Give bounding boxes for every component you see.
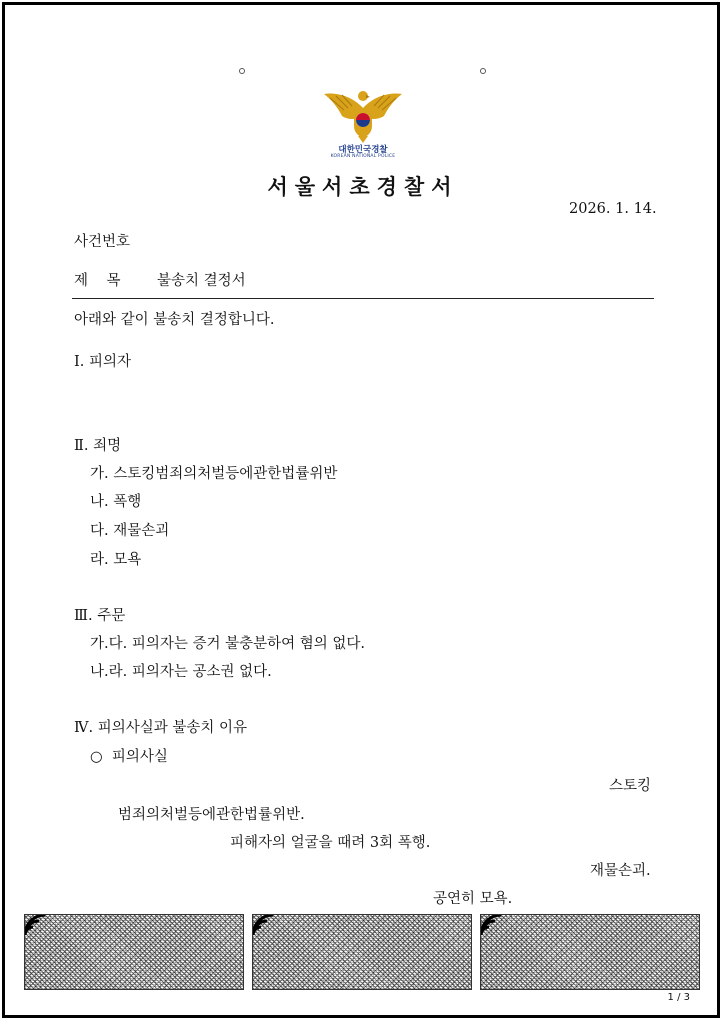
facts-subheading: ○ 피의사실 bbox=[90, 749, 168, 765]
section-disposition-heading: Ⅲ. 주문 bbox=[74, 608, 126, 624]
facts-line: 재물손괴. bbox=[590, 863, 651, 879]
document-date: 2026. 1. 14. bbox=[569, 201, 657, 217]
section-charges-heading: Ⅱ. 죄명 bbox=[74, 438, 122, 454]
facts-line: 공연히 모욕. bbox=[433, 891, 513, 907]
punch-hole-mark bbox=[480, 68, 486, 74]
charge-item: 나. 폭행 bbox=[90, 494, 142, 510]
subject-value: 불송치 결정서 bbox=[157, 273, 246, 289]
charge-item: 다. 재물손괴 bbox=[90, 523, 170, 539]
barcode-icon bbox=[480, 914, 700, 990]
barcode-icon bbox=[252, 914, 472, 990]
page-indicator: 1 / 3 bbox=[667, 992, 690, 1003]
intro-text: 아래와 같이 불송치 결정합니다. bbox=[74, 312, 275, 328]
case-number-label: 사건번호 bbox=[74, 234, 131, 250]
punch-hole-mark bbox=[239, 68, 245, 74]
section-facts-heading: Ⅳ. 피의사실과 불송치 이유 bbox=[74, 720, 247, 736]
disposition-item: 가.다. 피의자는 증거 불충분하여 혐의 없다. bbox=[90, 636, 365, 652]
police-emblem-icon bbox=[322, 86, 404, 144]
charge-item: 라. 모욕 bbox=[90, 552, 142, 568]
disposition-item: 나.라. 피의자는 공소권 없다. bbox=[90, 664, 272, 680]
emblem-sublabel: KOREAN NATIONAL POLICE bbox=[330, 154, 396, 159]
facts-line: 피해자의 얼굴을 때려 3회 폭행. bbox=[230, 835, 431, 851]
subject-label: 제 목 bbox=[74, 273, 121, 289]
section-suspect-heading: Ⅰ. 피의자 bbox=[74, 354, 131, 370]
facts-line: 스토킹 bbox=[609, 778, 652, 794]
facts-line: 범죄의처벌등에관한법률위반. bbox=[118, 807, 305, 823]
divider-line bbox=[72, 298, 654, 299]
emblem-label: 대한민국경찰 bbox=[338, 145, 388, 155]
barcode-icon bbox=[24, 914, 244, 990]
charge-item: 가. 스토킹범죄의처벌등에관한법률위반 bbox=[90, 466, 338, 482]
station-title: 서울서초경찰서 bbox=[267, 174, 459, 199]
